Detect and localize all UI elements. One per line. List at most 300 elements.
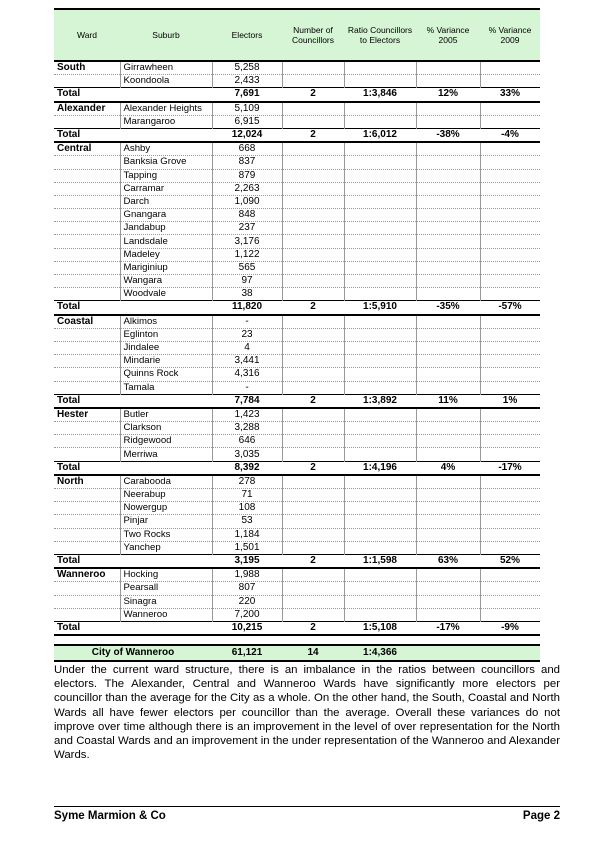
total-row (54, 554, 540, 568)
table-row (54, 102, 540, 116)
electors-cell: 1,122 (212, 248, 282, 261)
electors-cell: 220 (212, 595, 282, 608)
variance-2009-cell (480, 288, 540, 301)
suburb-cell: Madeley (120, 248, 212, 261)
suburb-cell: Alexander Heights (120, 102, 212, 116)
ward-name: Coastal (57, 315, 94, 327)
ward-name (54, 368, 120, 381)
total-electors: 12,024 (212, 128, 282, 142)
variance-2009-cell (480, 156, 540, 169)
total-electors: 3,195 (212, 554, 282, 568)
ratio-cell (344, 195, 416, 208)
electors-cell: 565 (212, 261, 282, 274)
total-variance-2009: 33% (480, 88, 540, 102)
variance-2005-cell (416, 475, 480, 489)
variance-2005-cell (416, 195, 480, 208)
total-councillors: 2 (282, 554, 344, 568)
table-row (54, 142, 540, 156)
electors-cell: 5,258 (212, 61, 282, 75)
ratio-cell (344, 115, 416, 128)
variance-2009-cell (480, 328, 540, 341)
total-blank (120, 301, 212, 315)
ward-name (54, 248, 120, 261)
suburb-cell: Ridgewood (120, 435, 212, 448)
variance-2005-cell (416, 328, 480, 341)
table-row (54, 261, 540, 274)
header-ratio: Ratio Councillors to Electors (344, 9, 416, 61)
table-row (54, 515, 540, 528)
ratio-cell (344, 209, 416, 222)
variance-2005-cell (416, 582, 480, 595)
councillors-cell (282, 182, 344, 195)
variance-2005-cell (416, 288, 480, 301)
ratio-cell (344, 368, 416, 381)
ratio-cell (344, 315, 416, 329)
ratio-cell (344, 75, 416, 88)
variance-2005-cell (416, 448, 480, 461)
variance-2009-cell (480, 489, 540, 502)
ward-name (54, 328, 120, 341)
variance-2005-cell (416, 381, 480, 394)
suburb-cell: Mariginiup (120, 261, 212, 274)
ratio-cell (344, 541, 416, 554)
header-ward: Ward (54, 9, 120, 61)
ward-name (54, 381, 120, 394)
total-label: Total (54, 128, 120, 142)
variance-2005-cell (416, 502, 480, 515)
table-row (54, 595, 540, 608)
ratio-cell (344, 288, 416, 301)
suburb-cell: Marangaroo (120, 115, 212, 128)
variance-2009-cell (480, 502, 540, 515)
variance-2005-cell (416, 408, 480, 422)
variance-2009-cell (480, 515, 540, 528)
suburb-cell: Quinns Rock (120, 368, 212, 381)
total-ratio: 1:4,196 (344, 461, 416, 475)
councillors-cell (282, 288, 344, 301)
councillors-cell (282, 541, 344, 554)
electors-cell: 108 (212, 502, 282, 515)
councillors-cell (282, 248, 344, 261)
suburb-cell: Wangara (120, 275, 212, 288)
variance-2009-cell (480, 381, 540, 394)
table-row (54, 288, 540, 301)
variance-2009-cell (480, 422, 540, 435)
electors-cell: 646 (212, 435, 282, 448)
ward-name (54, 422, 120, 435)
suburb-cell: Two Rocks (120, 528, 212, 541)
table-row (54, 195, 540, 208)
ratio-cell (344, 341, 416, 354)
variance-2005-cell (416, 568, 480, 582)
ward-name (54, 541, 120, 554)
ratio-cell (344, 328, 416, 341)
table-row (54, 75, 540, 88)
ward-name: Alexander (57, 102, 106, 114)
councillors-cell (282, 595, 344, 608)
table-row (54, 502, 540, 515)
electors-cell: 278 (212, 475, 282, 489)
variance-2005-cell (416, 115, 480, 128)
table-row (54, 381, 540, 394)
variance-2009-cell (480, 435, 540, 448)
total-variance-2009: 52% (480, 554, 540, 568)
variance-2005-cell (416, 435, 480, 448)
suburb-cell: Sinagra (120, 595, 212, 608)
total-row (54, 461, 540, 475)
table-row (54, 422, 540, 435)
table-row (54, 235, 540, 248)
variance-2009-cell (480, 248, 540, 261)
ward-name (54, 169, 120, 182)
variance-2009-cell (480, 102, 540, 116)
table-row (54, 541, 540, 554)
spacer-cell (416, 635, 480, 645)
ratio-cell (344, 502, 416, 515)
electors-cell: 4,316 (212, 368, 282, 381)
total-councillors: 2 (282, 128, 344, 142)
spacer-cell (480, 635, 540, 645)
variance-2009-cell (480, 209, 540, 222)
councillors-cell (282, 169, 344, 182)
councillors-cell (282, 61, 344, 75)
variance-2009-cell (480, 408, 540, 422)
variance-2009-cell (480, 222, 540, 235)
suburb-cell: Tamala (120, 381, 212, 394)
councillors-cell (282, 156, 344, 169)
variance-2009-cell (480, 541, 540, 554)
footer-company: Syme Marmion & Co (54, 810, 166, 822)
electors-cell: 668 (212, 142, 282, 156)
electors-cell: 4 (212, 341, 282, 354)
ward-name (54, 182, 120, 195)
total-ratio: 1:3,846 (344, 88, 416, 102)
electors-cell: 97 (212, 275, 282, 288)
total-ratio: 1:3,892 (344, 394, 416, 408)
suburb-cell: Landsdale (120, 235, 212, 248)
table-row (54, 489, 540, 502)
suburb-cell: Alkimos (120, 315, 212, 329)
ward-name (54, 608, 120, 621)
total-blank (120, 461, 212, 475)
table-row (54, 408, 540, 422)
suburb-cell: Nowergup (120, 502, 212, 515)
electors-cell: 1,090 (212, 195, 282, 208)
ward-name (54, 355, 120, 368)
electors-cell: 3,035 (212, 448, 282, 461)
councillors-cell (282, 355, 344, 368)
electors-cell: 23 (212, 328, 282, 341)
total-electors: 7,784 (212, 394, 282, 408)
variance-2005-cell (416, 422, 480, 435)
variance-2005-cell (416, 608, 480, 621)
header-suburb: Suburb (120, 9, 212, 61)
total-ratio: 1:5,910 (344, 301, 416, 315)
ward-name (54, 222, 120, 235)
total-label: Total (54, 394, 120, 408)
ward-name (54, 261, 120, 274)
councillors-cell (282, 435, 344, 448)
ratio-cell (344, 182, 416, 195)
variance-2009-cell (480, 315, 540, 329)
variance-2009-cell (480, 235, 540, 248)
councillors-cell (282, 489, 344, 502)
councillors-cell (282, 275, 344, 288)
variance-2009-cell (480, 341, 540, 354)
ward-table-container (54, 8, 540, 662)
suburb-cell: Carabooda (120, 475, 212, 489)
total-variance-2005: 12% (416, 88, 480, 102)
ward-name (54, 275, 120, 288)
suburb-cell: Jindalee (120, 341, 212, 354)
variance-2005-cell (416, 209, 480, 222)
electors-cell: - (212, 381, 282, 394)
total-row (54, 128, 540, 142)
councillors-cell (282, 209, 344, 222)
councillors-cell (282, 368, 344, 381)
variance-2005-cell (416, 341, 480, 354)
ratio-cell (344, 408, 416, 422)
electors-cell: 837 (212, 156, 282, 169)
total-variance-2005: 11% (416, 394, 480, 408)
electors-cell: 3,176 (212, 235, 282, 248)
table-row (54, 209, 540, 222)
total-councillors: 2 (282, 301, 344, 315)
total-blank (120, 554, 212, 568)
councillors-cell (282, 315, 344, 329)
variance-2005-cell (416, 102, 480, 116)
ratio-cell (344, 489, 416, 502)
electors-cell: 1,423 (212, 408, 282, 422)
electors-cell: 3,441 (212, 355, 282, 368)
councillors-cell (282, 102, 344, 116)
variance-2005-cell (416, 355, 480, 368)
footer-page-number: Page 2 (522, 810, 560, 822)
city-ratio: 1:4,366 (344, 645, 416, 661)
ratio-cell (344, 435, 416, 448)
total-label: Total (54, 88, 120, 102)
total-variance-2009: -17% (480, 461, 540, 475)
total-councillors: 2 (282, 394, 344, 408)
header-variance-2005: % Variance 2005 (416, 9, 480, 61)
total-row (54, 621, 540, 635)
ratio-cell (344, 156, 416, 169)
suburb-cell: Yanchep (120, 541, 212, 554)
table-row (54, 582, 540, 595)
variance-2005-cell (416, 368, 480, 381)
councillors-cell (282, 422, 344, 435)
ratio-cell (344, 102, 416, 116)
electors-cell: 1,501 (212, 541, 282, 554)
variance-2005-cell (416, 528, 480, 541)
total-blank (120, 88, 212, 102)
ward-name: Wanneroo (57, 569, 106, 581)
ratio-cell (344, 528, 416, 541)
total-blank (120, 128, 212, 142)
total-ratio: 1:6,012 (344, 128, 416, 142)
electors-cell: 848 (212, 209, 282, 222)
variance-2005-cell (416, 222, 480, 235)
total-electors: 7,691 (212, 88, 282, 102)
total-councillors: 2 (282, 88, 344, 102)
variance-2005-cell (416, 248, 480, 261)
total-electors: 11,820 (212, 301, 282, 315)
ratio-cell (344, 448, 416, 461)
councillors-cell (282, 448, 344, 461)
ward-name (54, 595, 120, 608)
variance-2009-cell (480, 368, 540, 381)
ward-name (54, 156, 120, 169)
city-total-row (54, 645, 540, 661)
variance-2005-cell (416, 489, 480, 502)
variance-2005-cell (416, 261, 480, 274)
ward-name (54, 209, 120, 222)
variance-2005-cell (416, 235, 480, 248)
header-councillors: Number of Councillors (282, 9, 344, 61)
ratio-cell (344, 169, 416, 182)
ward-name (54, 435, 120, 448)
variance-2009-cell (480, 475, 540, 489)
councillors-cell (282, 582, 344, 595)
city-electors: 61,121 (212, 645, 282, 661)
spacer-cell (212, 635, 282, 645)
ward-name (54, 528, 120, 541)
electors-cell: - (212, 315, 282, 329)
councillors-cell (282, 408, 344, 422)
councillors-cell (282, 235, 344, 248)
variance-2009-cell (480, 582, 540, 595)
spacer-cell (282, 635, 344, 645)
variance-2009-cell (480, 182, 540, 195)
ward-name: Hester (57, 408, 89, 420)
ward-name (54, 341, 120, 354)
table-row (54, 222, 540, 235)
total-blank (120, 394, 212, 408)
councillors-cell (282, 475, 344, 489)
table-row (54, 568, 540, 582)
body-paragraph: Under the current ward structure, there is an imbalance in the ratios between councillors and electors. The Alexander, Central and Wanneroo Wards have significantly more electors per councillor than the average for the City as a whole. On the other hand, the South, Coastal and North Wards all have fewer electors per councillor than the average. Overall these variances do not improve over time although there is an improvement in the level of over representation for the North and Coastal Wards and an improvement in the under representation of the Wanneroo and Alexander Wards. (54, 664, 560, 762)
variance-2009-cell (480, 568, 540, 582)
variance-2005-cell (416, 142, 480, 156)
total-row (54, 88, 540, 102)
councillors-cell (282, 142, 344, 156)
variance-2009-cell (480, 195, 540, 208)
table-row (54, 448, 540, 461)
city-label: City of Wanneroo (54, 645, 212, 661)
electors-cell: 5,109 (212, 102, 282, 116)
variance-2009-cell (480, 261, 540, 274)
city-councillors: 14 (282, 645, 344, 661)
councillors-cell (282, 608, 344, 621)
table-row (54, 315, 540, 329)
variance-2005-cell (416, 515, 480, 528)
total-variance-2005: -38% (416, 128, 480, 142)
suburb-cell: Banksia Grove (120, 156, 212, 169)
total-variance-2009: -9% (480, 621, 540, 635)
total-ratio: 1:1,598 (344, 554, 416, 568)
total-variance-2005: -35% (416, 301, 480, 315)
table-row (54, 528, 540, 541)
variance-2009-cell (480, 115, 540, 128)
ward-name (54, 448, 120, 461)
councillors-cell (282, 115, 344, 128)
variance-2005-cell (416, 541, 480, 554)
ratio-cell (344, 222, 416, 235)
councillors-cell (282, 568, 344, 582)
electors-cell: 807 (212, 582, 282, 595)
table-row (54, 328, 540, 341)
ratio-cell (344, 381, 416, 394)
councillors-cell (282, 195, 344, 208)
total-electors: 10,215 (212, 621, 282, 635)
table-row (54, 275, 540, 288)
ratio-cell (344, 475, 416, 489)
ward-name (54, 75, 120, 88)
city-variance-2005 (416, 645, 480, 661)
variance-2009-cell (480, 608, 540, 621)
electors-cell: 237 (212, 222, 282, 235)
variance-2009-cell (480, 595, 540, 608)
suburb-cell: Girrawheen (120, 61, 212, 75)
electors-cell: 1,988 (212, 568, 282, 582)
table-row (54, 435, 540, 448)
suburb-cell: Mindarie (120, 355, 212, 368)
suburb-cell: Hocking (120, 568, 212, 582)
total-label: Total (54, 461, 120, 475)
ratio-cell (344, 422, 416, 435)
variance-2005-cell (416, 315, 480, 329)
electors-cell: 3,288 (212, 422, 282, 435)
ward-name: South (57, 62, 86, 74)
variance-2009-cell (480, 355, 540, 368)
total-row (54, 301, 540, 315)
ratio-cell (344, 582, 416, 595)
ratio-cell (344, 275, 416, 288)
table-row (54, 341, 540, 354)
table-body (54, 61, 540, 661)
suburb-cell: Butler (120, 408, 212, 422)
variance-2005-cell (416, 182, 480, 195)
variance-2005-cell (416, 156, 480, 169)
total-label: Total (54, 554, 120, 568)
table-row (54, 475, 540, 489)
ward-name (54, 115, 120, 128)
councillors-cell (282, 261, 344, 274)
ward-table (54, 8, 540, 662)
councillors-cell (282, 515, 344, 528)
ward-name (54, 489, 120, 502)
ward-name (54, 502, 120, 515)
variance-2009-cell (480, 75, 540, 88)
ratio-cell (344, 248, 416, 261)
table-row (54, 156, 540, 169)
variance-2005-cell (416, 75, 480, 88)
electors-cell: 7,200 (212, 608, 282, 621)
ratio-cell (344, 568, 416, 582)
header-variance-2009: % Variance 2009 (480, 9, 540, 61)
spacer-cell (344, 635, 416, 645)
variance-2009-cell (480, 275, 540, 288)
electors-cell: 1,184 (212, 528, 282, 541)
electors-cell: 38 (212, 288, 282, 301)
total-electors: 8,392 (212, 461, 282, 475)
variance-2005-cell (416, 595, 480, 608)
suburb-cell: Eglinton (120, 328, 212, 341)
suburb-cell: Koondoola (120, 75, 212, 88)
suburb-cell: Woodvale (120, 288, 212, 301)
electors-cell: 53 (212, 515, 282, 528)
suburb-cell: Pearsall (120, 582, 212, 595)
